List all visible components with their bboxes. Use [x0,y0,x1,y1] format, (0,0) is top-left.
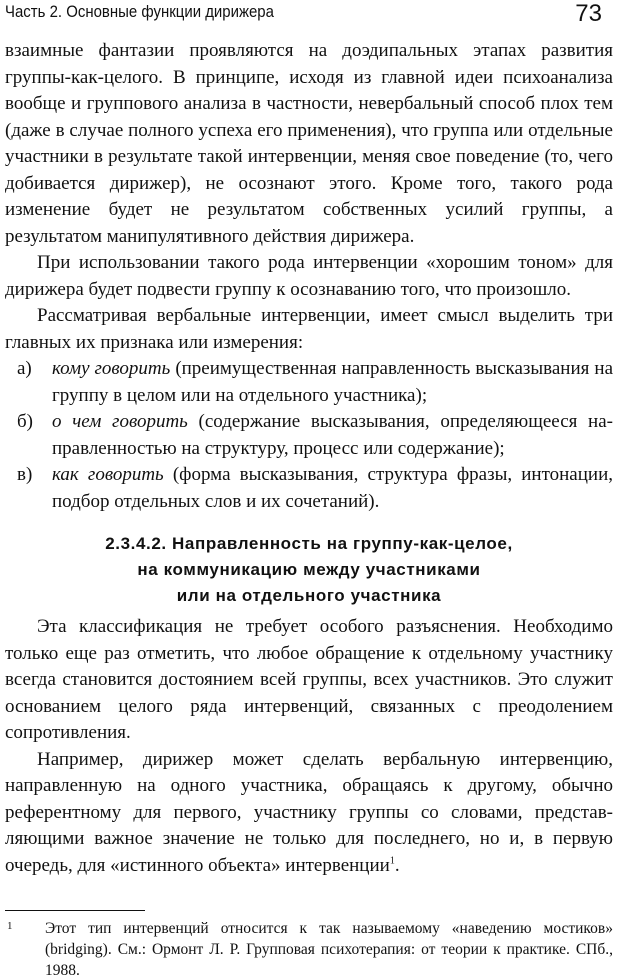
page-number: 73 [575,0,602,27]
list-text: (содержание высказывания, определяющееся направленностью на структуру, процесс или содержание); [52,411,613,459]
paragraph-text: Например, дирижер может сделать вербальную интервенцию, направленную на одного участника, обращаясь к другому, обычно референтному для первого, участнику группы со словами, представляющими важное значение не только для последнего, но и, в первую очередь, для «истинного объекта» интервенции [5,748,613,876]
list-marker: б) [17,411,33,432]
footnote-text: Этот тип интервенций относится к так называемому «наведению мостиков» (bridging). См.: Ормонт Л. Р. Групповая психотерапия: от теории к практике. СПб., 1988. [45,920,613,979]
heading-line: или на отдельного участника [176,586,442,605]
list-term: кому говорить [52,358,171,379]
footnote [5,918,613,980]
list-item [5,356,613,409]
main-text [5,38,613,879]
list-text: (форма высказывания, структура фразы, интонации, подбор отдельных слов и их сочетаний). [52,464,613,512]
list-marker: а) [17,358,32,379]
paragraph: Рассматривая вербальные интервенции, имеет смысл выделить три главных их признака или измерения: [5,305,613,353]
paragraph [5,747,613,880]
list-marker: в) [17,464,33,485]
heading-line: 2.3.4.2. Направленность на группу-как-целое, [105,534,513,553]
running-title: Часть 2. Основные функции дирижера [5,2,274,21]
section-heading [5,531,613,609]
footnote-divider [5,910,145,911]
heading-line: на коммуникацию между участниками [137,560,481,579]
list-term: как говорить [52,464,164,485]
list-text: (преимущественная направленность высказывания на группу в целом или на отдельного участника); [52,358,613,406]
list-item [5,462,613,515]
paragraph: взаимные фантазии проявляются на доэдипальных этапах развития группы-как-целого. В принципе, исходя из главной идеи психоанализа вообще и группового анализа в частности, невербальный способ плох тем (даже в случае полного успеха его применения), что группа или отдельные участники в результате такой интервенции, меняя свое поведение (то, чего добивается дирижер), не осознают этого. Кроме того, такого рода изменение будет не результатом собственных усилий группы, а результатом манипулятивного действия дирижера. [5,40,613,247]
paragraph-end: . [394,854,400,876]
paragraph: При использовании такого рода интервенции «хорошим тоном» для дирижера будет подвести группу к осознаванию того, что произошло. [5,252,613,300]
running-header [5,0,615,38]
footnote-mark: 1 [7,920,13,932]
list-item [5,409,613,462]
list-term: о чем говорить [52,411,188,432]
paragraph: Эта классификация не требует особого разъяснения. Необходимо только еще раз отметить, что любое обращение к отдельному участнику всегда становится достоянием всей группы, всех участников. Это служит основанием целого ряда интервенций, связанных с преодолением сопротивления. [5,616,613,743]
footnote-ref: 1 [389,855,395,867]
